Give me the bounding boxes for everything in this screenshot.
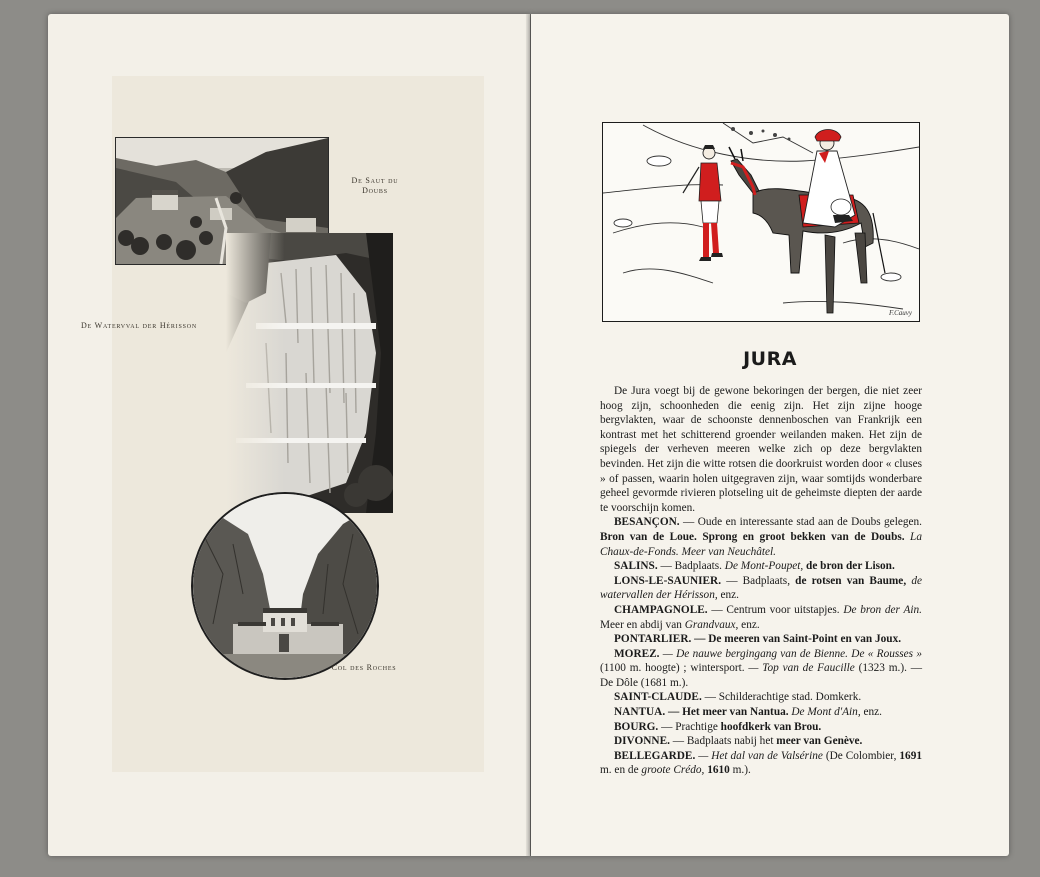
entry-text: (De Colombier, [822, 749, 897, 762]
entry-pontarlier [600, 632, 922, 647]
entry-place: BESANÇON. [614, 516, 680, 529]
entry-place: PONTARLIER. [614, 633, 692, 646]
entry-text-italic: De bron der Ain. [839, 603, 922, 616]
entry-text-3: m.). [729, 764, 751, 777]
entry-text: — Oude en interessante stad aan de Doubs gelegen. [679, 516, 922, 529]
entry-besancon [600, 515, 922, 559]
article-body [600, 384, 922, 778]
entry-text: — Badplaats nabij het [669, 735, 774, 748]
entry-text-italic: De Mont d'Ain, [788, 706, 861, 719]
entry-text-italic-2: groote Crédo, [638, 764, 705, 777]
entry-text-bold: 1691 [896, 749, 922, 762]
entry-text-2: m. en de [600, 764, 639, 777]
entry-text: enz. [860, 706, 882, 719]
entry-place: LONS-LE-SAUNIER. [614, 574, 722, 587]
entry-place: SALINS. [614, 560, 658, 573]
entry-bellegarde [600, 749, 922, 778]
entry-lons-le-saunier [600, 574, 922, 603]
entry-text-bold-2: 1610 [704, 764, 730, 777]
entry-text-3: enz. [738, 618, 760, 631]
entry-text-italic-2: Grandvaux, [681, 618, 739, 631]
entry-text-bold: — De meeren van Saint-Point en van Joux. [691, 633, 902, 646]
entry-text: — Badplaats. [657, 560, 722, 573]
entry-text-2: (1323 m.). — De Dôle (1681 m.). [600, 662, 922, 689]
entry-salins [600, 559, 922, 574]
entry-text: — Prachtige [658, 720, 718, 733]
entry-place: BOURG. [614, 720, 659, 733]
caption-waterval-herisson: De Watervval der Hérisson [80, 321, 198, 330]
entry-text: — Centrum voor uitstapjes. [707, 603, 840, 616]
caption-saut-du-doubs: De Saut du Doubs [351, 176, 399, 195]
entry-morez [600, 647, 922, 691]
entry-text-bold: meer van Genève. [773, 735, 863, 748]
entry-text-italic: De Mont-Poupet, [721, 560, 804, 573]
entry-text-italic: de watervallen der Hérisson, [600, 574, 922, 602]
entry-text-italic: La Chaux-de-Fonds. Meer van Neuchâtel. [600, 530, 922, 558]
entry-champagnole [600, 603, 922, 632]
entry-place: CHAMPAGNOLE. [614, 603, 708, 616]
right-page [531, 14, 1009, 856]
entry-text-italic-2: — Top van de Faucille [744, 662, 855, 675]
entry-text-bold: Bron van de Loue. Sprong en groot bekken van de Doubs. [600, 530, 905, 543]
entry-divonne [600, 734, 922, 749]
entry-bourg [600, 720, 922, 735]
caption-col-des-roches: Col des Roches [331, 663, 397, 672]
entry-place: SAINT-CLAUDE. [614, 691, 702, 704]
intro-paragraph: De Jura voegt bij de gewone bekoringen der bergen, die niet zeer hoog zijn, schoonheden die eenig zijn. Het zijn zijne hooge bergvlakten, waar de schoonste dennenboschen van Frankrijk een kontrast met het schitterend groender weilanden maken. Het zijn de spiegels der verheven meeren welke zich op deze bergvlakten bevinden. Het zijn die witte rotsen die doorkruist worden door « cluses » of passen, waarin holen uitgegraven zijn, waar somtijds wonderbare geheel gevormde rivieren plotseling uit de geheimste diepten der aarde te voorschijn komen. [600, 385, 922, 514]
entry-text-bold: hoofdkerk van Brou. [717, 720, 822, 733]
entry-place: MOREZ. [614, 647, 660, 660]
entry-place: DIVONNE. [614, 735, 670, 748]
svg-text:F.Cauvy: F.Cauvy [889, 309, 913, 317]
entry-text: (1100 m. hoogte) ; wintersport. [600, 662, 745, 675]
entry-text-italic: — Het dal van de Valsérine [695, 749, 823, 762]
photo-waterval-herisson [226, 233, 393, 513]
illustration-donkey-riders [602, 122, 920, 322]
entry-place: BELLEGARDE. [614, 749, 696, 762]
entry-text-2: Meer en abdij van [600, 618, 682, 631]
entry-nantua [600, 705, 922, 720]
entry-text-bold: de rotsen van Baume, [790, 574, 907, 587]
entry-place: NANTUA. [614, 706, 666, 719]
entry-text-bold: — Het meer van Nantua. [665, 706, 789, 719]
entry-text: — Badplaats, [721, 574, 791, 587]
entry-text-italic: — De nauwe bergingang van de Bienne. De « Rousses » [659, 647, 922, 660]
photo-col-des-roches [191, 492, 379, 680]
page-title: JURA [743, 348, 797, 370]
entry-saint-claude [600, 690, 922, 705]
entry-text-2: enz. [717, 589, 739, 602]
entry-text: — Schilderachtige stad. Domkerk. [701, 691, 862, 704]
entry-text-bold: de bron der Lison. [803, 560, 895, 573]
